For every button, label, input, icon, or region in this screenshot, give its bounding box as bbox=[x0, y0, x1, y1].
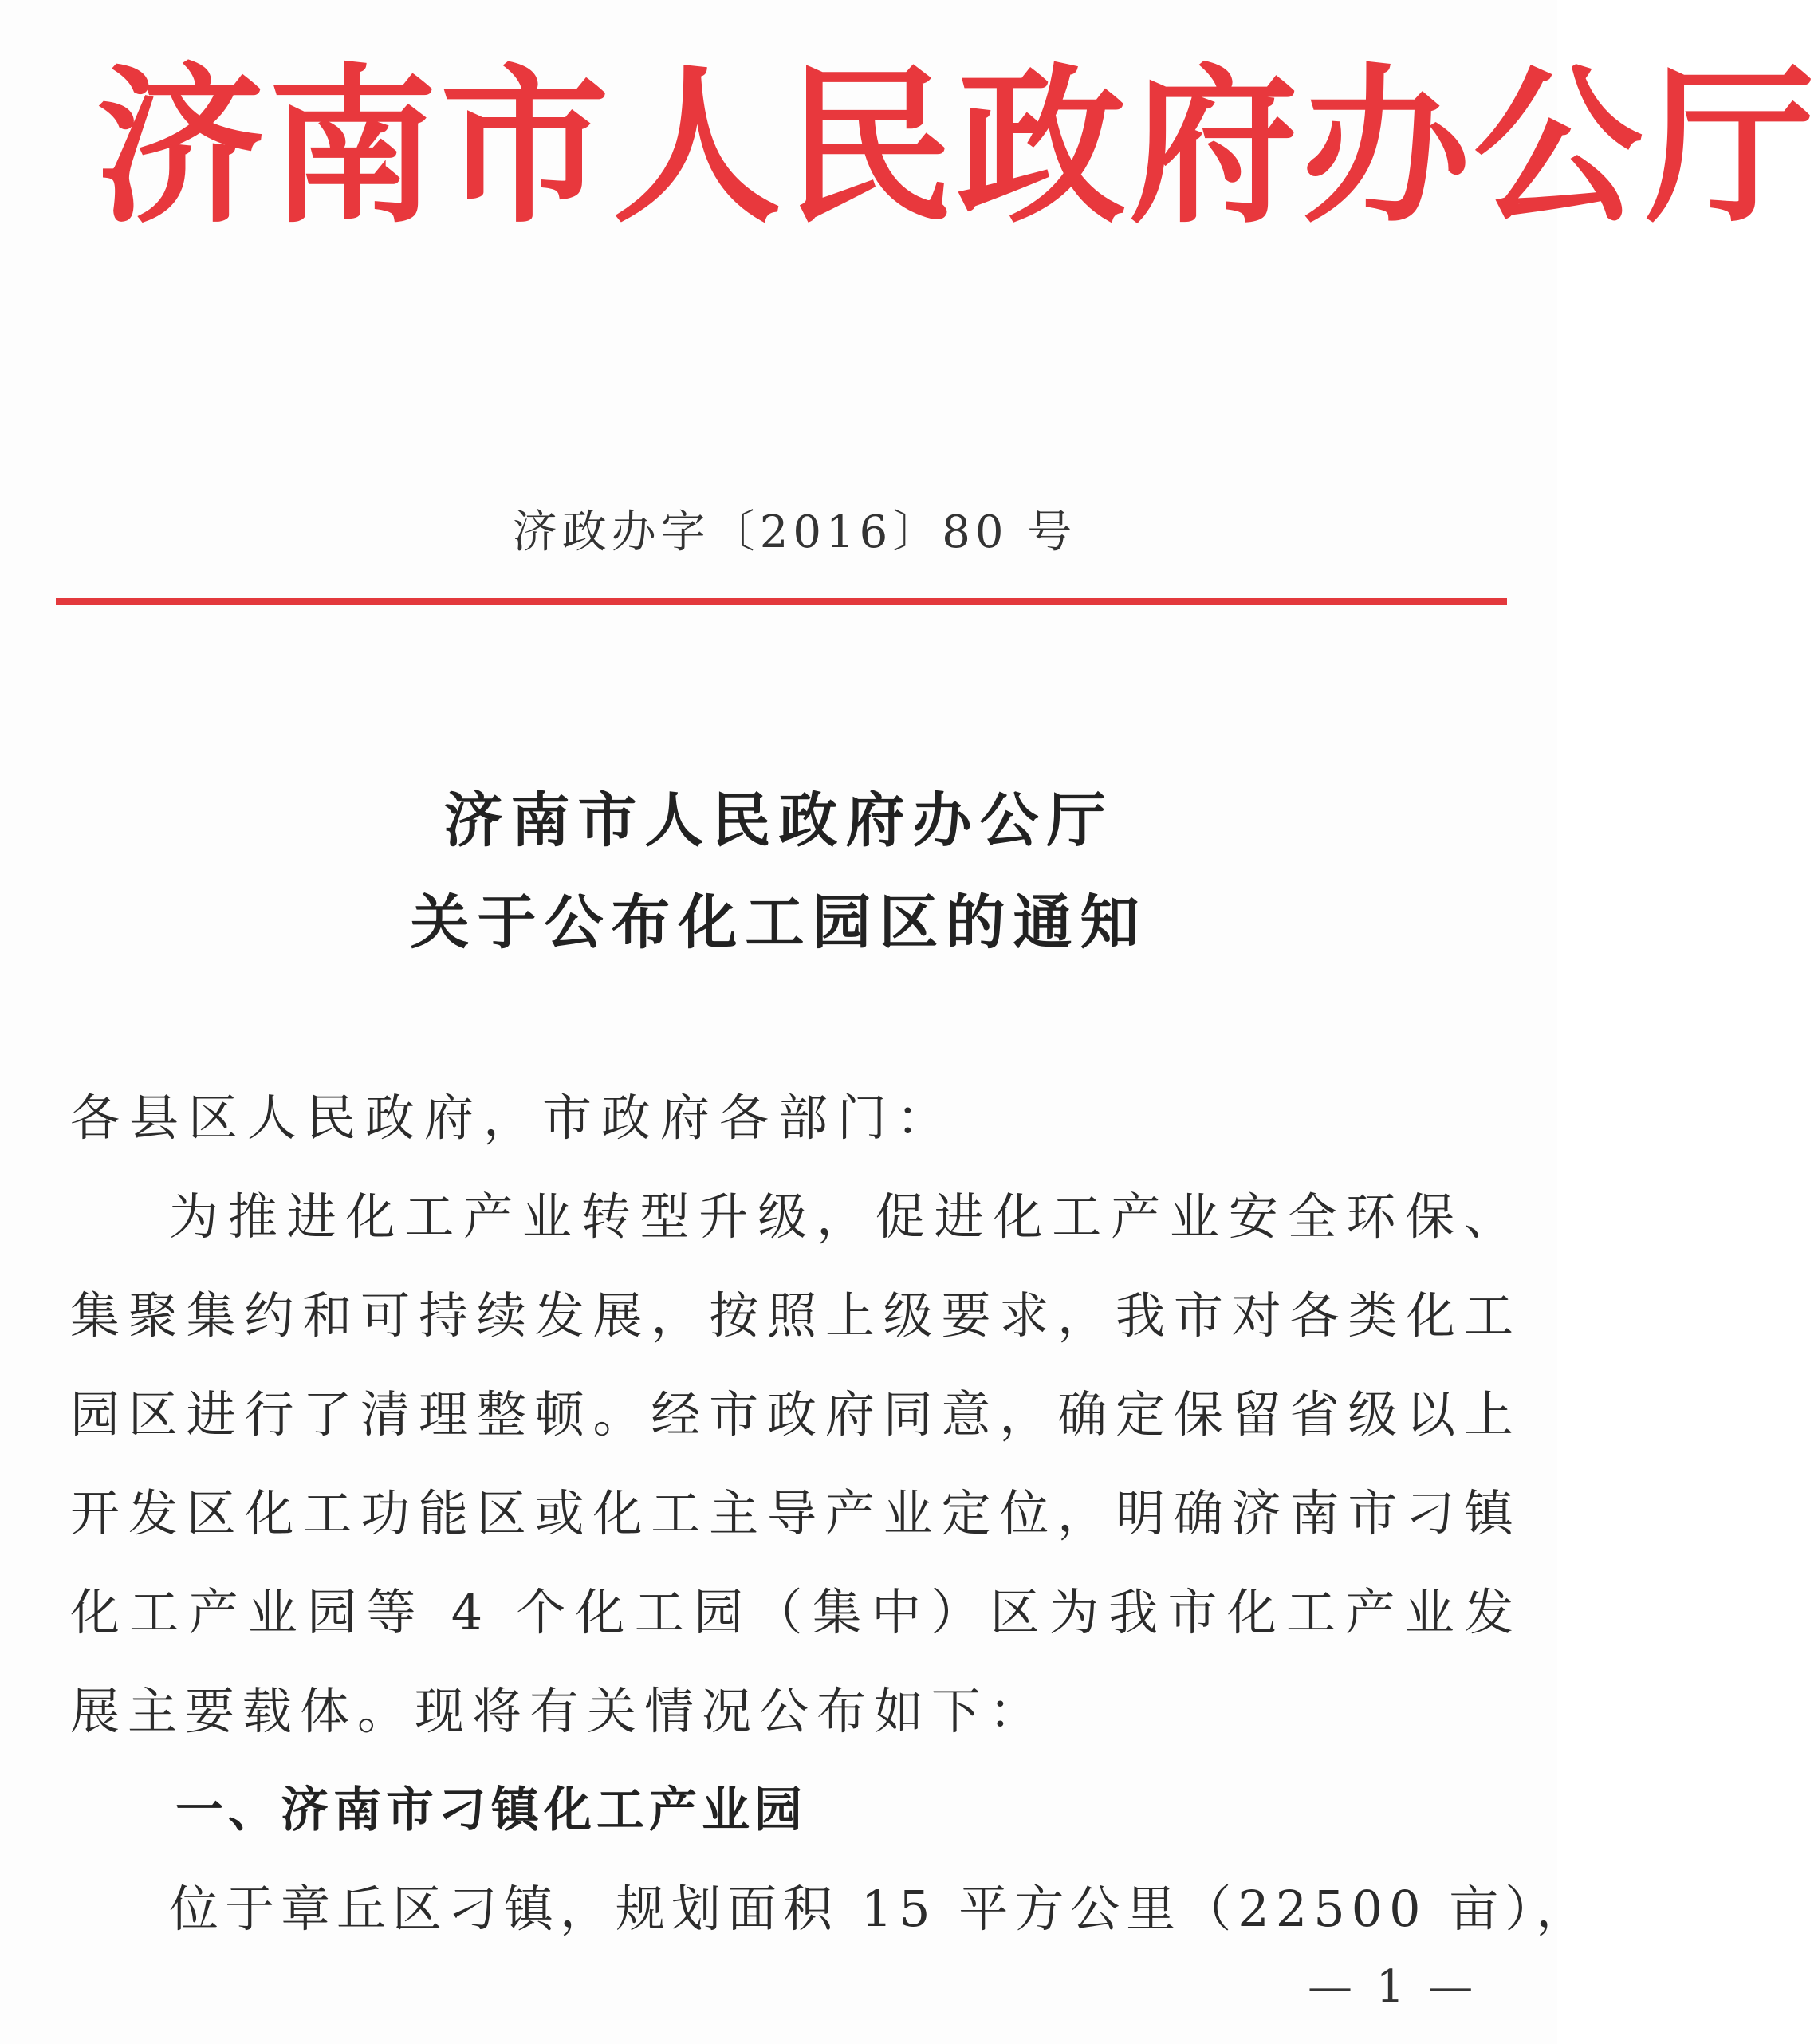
section-heading-1: 一、济南市刁镇化工产业园 bbox=[175, 1782, 807, 1838]
red-divider-rule bbox=[56, 598, 1507, 605]
notice-title bbox=[0, 770, 1557, 974]
salutation: 各县区人民政府，市政府各部门： bbox=[70, 1089, 956, 1147]
document-number: 济政办字〔2016〕80 号 bbox=[512, 506, 1077, 558]
body-paragraph-1: 为推进化工产业转型升级，促进化工产业安全环保、集聚集约和可持续发展，按照上级要求，我市对各类化工园区进行了清理整顿。经市政府同意，确定保留省级以上开发区化工功能区或化工主导产业定位，明确济南市刁镇化工产业园等 4 个化工园（集中）区为我市化工产业发展主要载体。现将有关情况公布如下： bbox=[70, 1187, 1521, 1740]
masthead-title: 济南市人民政府办公厅 bbox=[96, 49, 1818, 246]
notice-title-line-2: 关于公布化工园区的通知 bbox=[410, 888, 1147, 957]
notice-body bbox=[70, 1069, 1592, 1959]
notice-title-line-1: 济南市人民政府办公厅 bbox=[443, 786, 1114, 855]
page-number: — 1 — bbox=[1308, 1961, 1478, 2013]
section-1-text: 位于章丘区刁镇，规划面积 15 平方公里（22500 亩）， bbox=[169, 1880, 1592, 1938]
